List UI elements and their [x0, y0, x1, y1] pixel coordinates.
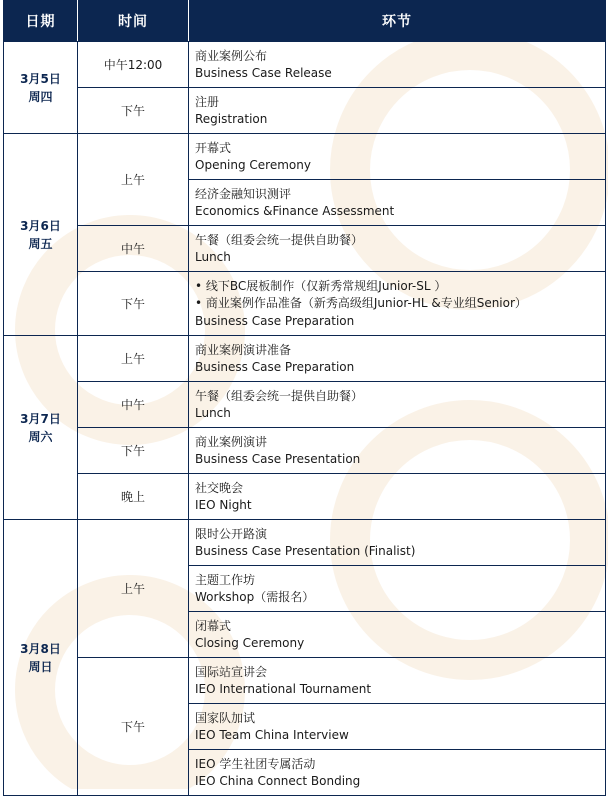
table-row	[4, 382, 606, 428]
item-title-en: Business Case Presentation (Finalist)	[195, 544, 416, 558]
item-title-zh: 社交晚会	[195, 480, 244, 495]
slot-time: 下午	[78, 658, 189, 796]
day-weekday: 周日	[28, 659, 53, 674]
schedule-item	[189, 520, 606, 566]
item-title-zh: 午餐（组委会统一提供自助餐）	[195, 388, 364, 403]
item-title-zh: 开幕式	[195, 140, 232, 155]
slot-time: 中午	[78, 226, 189, 272]
day-date: 3月7日	[20, 411, 61, 426]
table-row	[4, 88, 606, 134]
item-title-en: Registration	[195, 112, 268, 126]
slot-time: 下午	[78, 272, 189, 336]
schedule-item	[189, 134, 606, 180]
day-date-cell	[4, 336, 78, 520]
schedule-item	[189, 88, 606, 134]
item-title-zh: 闭幕式	[195, 618, 232, 633]
slot-time: 上午	[78, 520, 189, 658]
item-title-en: Economics &Finance Assessment	[195, 204, 395, 218]
schedule-item	[189, 612, 606, 658]
schedule-item	[189, 272, 606, 336]
item-title-zh: 商业案例演讲准备	[195, 342, 292, 357]
schedule-item	[189, 336, 606, 382]
table-row	[4, 336, 606, 382]
table-row	[4, 428, 606, 474]
table-row	[4, 272, 606, 336]
item-title-en: Opening Ceremony	[195, 158, 311, 172]
table-header-row	[4, 1, 606, 42]
item-title-en: Business Case Preparation	[195, 360, 355, 374]
item-title-en: Closing Ceremony	[195, 636, 305, 650]
table-row	[4, 42, 606, 88]
item-title-en: Business Case Release	[195, 66, 332, 80]
header-time: 时间	[78, 1, 189, 42]
item-title-zh: 经济金融知识测评	[195, 186, 292, 201]
table-row	[4, 520, 606, 566]
table-row	[4, 474, 606, 520]
slot-time: 上午	[78, 134, 189, 226]
schedule-item	[189, 704, 606, 750]
item-bullet: • 线下BC展板制作（仅新秀常规组Junior-SL ）	[195, 278, 447, 293]
day-date-cell	[4, 134, 78, 336]
day-date: 3月8日	[20, 641, 61, 656]
day-date: 3月5日	[20, 71, 61, 86]
schedule-item	[189, 474, 606, 520]
item-title-en: IEO China Connect Bonding	[195, 774, 361, 788]
day-weekday: 周五	[28, 236, 53, 251]
table-row	[4, 658, 606, 704]
slot-time: 中午	[78, 382, 189, 428]
item-title-zh: 国际站宣讲会	[195, 664, 268, 679]
day-weekday: 周六	[28, 429, 53, 444]
table-row	[4, 134, 606, 180]
item-title-zh: IEO 学生社团专属活动	[195, 756, 316, 771]
schedule-item	[189, 382, 606, 428]
schedule-item	[189, 566, 606, 612]
slot-time: 下午	[78, 428, 189, 474]
schedule-item	[189, 180, 606, 226]
header-item: 环节	[189, 1, 606, 42]
day-date: 3月6日	[20, 218, 61, 233]
item-title-zh: 商业案例演讲	[195, 434, 268, 449]
item-title-en: Lunch	[195, 406, 231, 420]
day-weekday: 周四	[28, 89, 53, 104]
day-date-cell	[4, 42, 78, 134]
schedule-item	[189, 658, 606, 704]
item-title-en: IEO Team China Interview	[195, 728, 349, 742]
schedule-item	[189, 42, 606, 88]
slot-time: 上午	[78, 336, 189, 382]
schedule-item	[189, 226, 606, 272]
item-title-en: Business Case Presentation	[195, 452, 361, 466]
header-date: 日期	[4, 1, 78, 42]
item-title-zh: 午餐（组委会统一提供自助餐）	[195, 232, 364, 247]
item-title-zh: 限时公开路演	[195, 526, 268, 541]
item-bullet: • 商业案例作品准备（新秀高级组Junior-HL &专业组Senior）	[195, 296, 527, 311]
slot-time: 晚上	[78, 474, 189, 520]
item-title-en: Workshop（需报名）	[195, 590, 315, 604]
day-date-cell	[4, 520, 78, 796]
slot-time: 中午12:00	[78, 42, 189, 88]
item-title-en: Business Case Preparation	[195, 313, 355, 328]
table-row	[4, 226, 606, 272]
item-title-zh: 商业案例公布	[195, 48, 268, 63]
schedule-item	[189, 428, 606, 474]
item-title-zh: 注册	[195, 94, 220, 109]
item-title-zh: 主题工作坊	[195, 572, 256, 587]
item-title-en: IEO Night	[195, 498, 252, 512]
slot-time: 下午	[78, 88, 189, 134]
item-title-en: IEO International Tournament	[195, 682, 372, 696]
item-title-en: Lunch	[195, 250, 231, 264]
schedule-table	[3, 0, 606, 796]
item-title-zh: 国家队加试	[195, 710, 256, 725]
